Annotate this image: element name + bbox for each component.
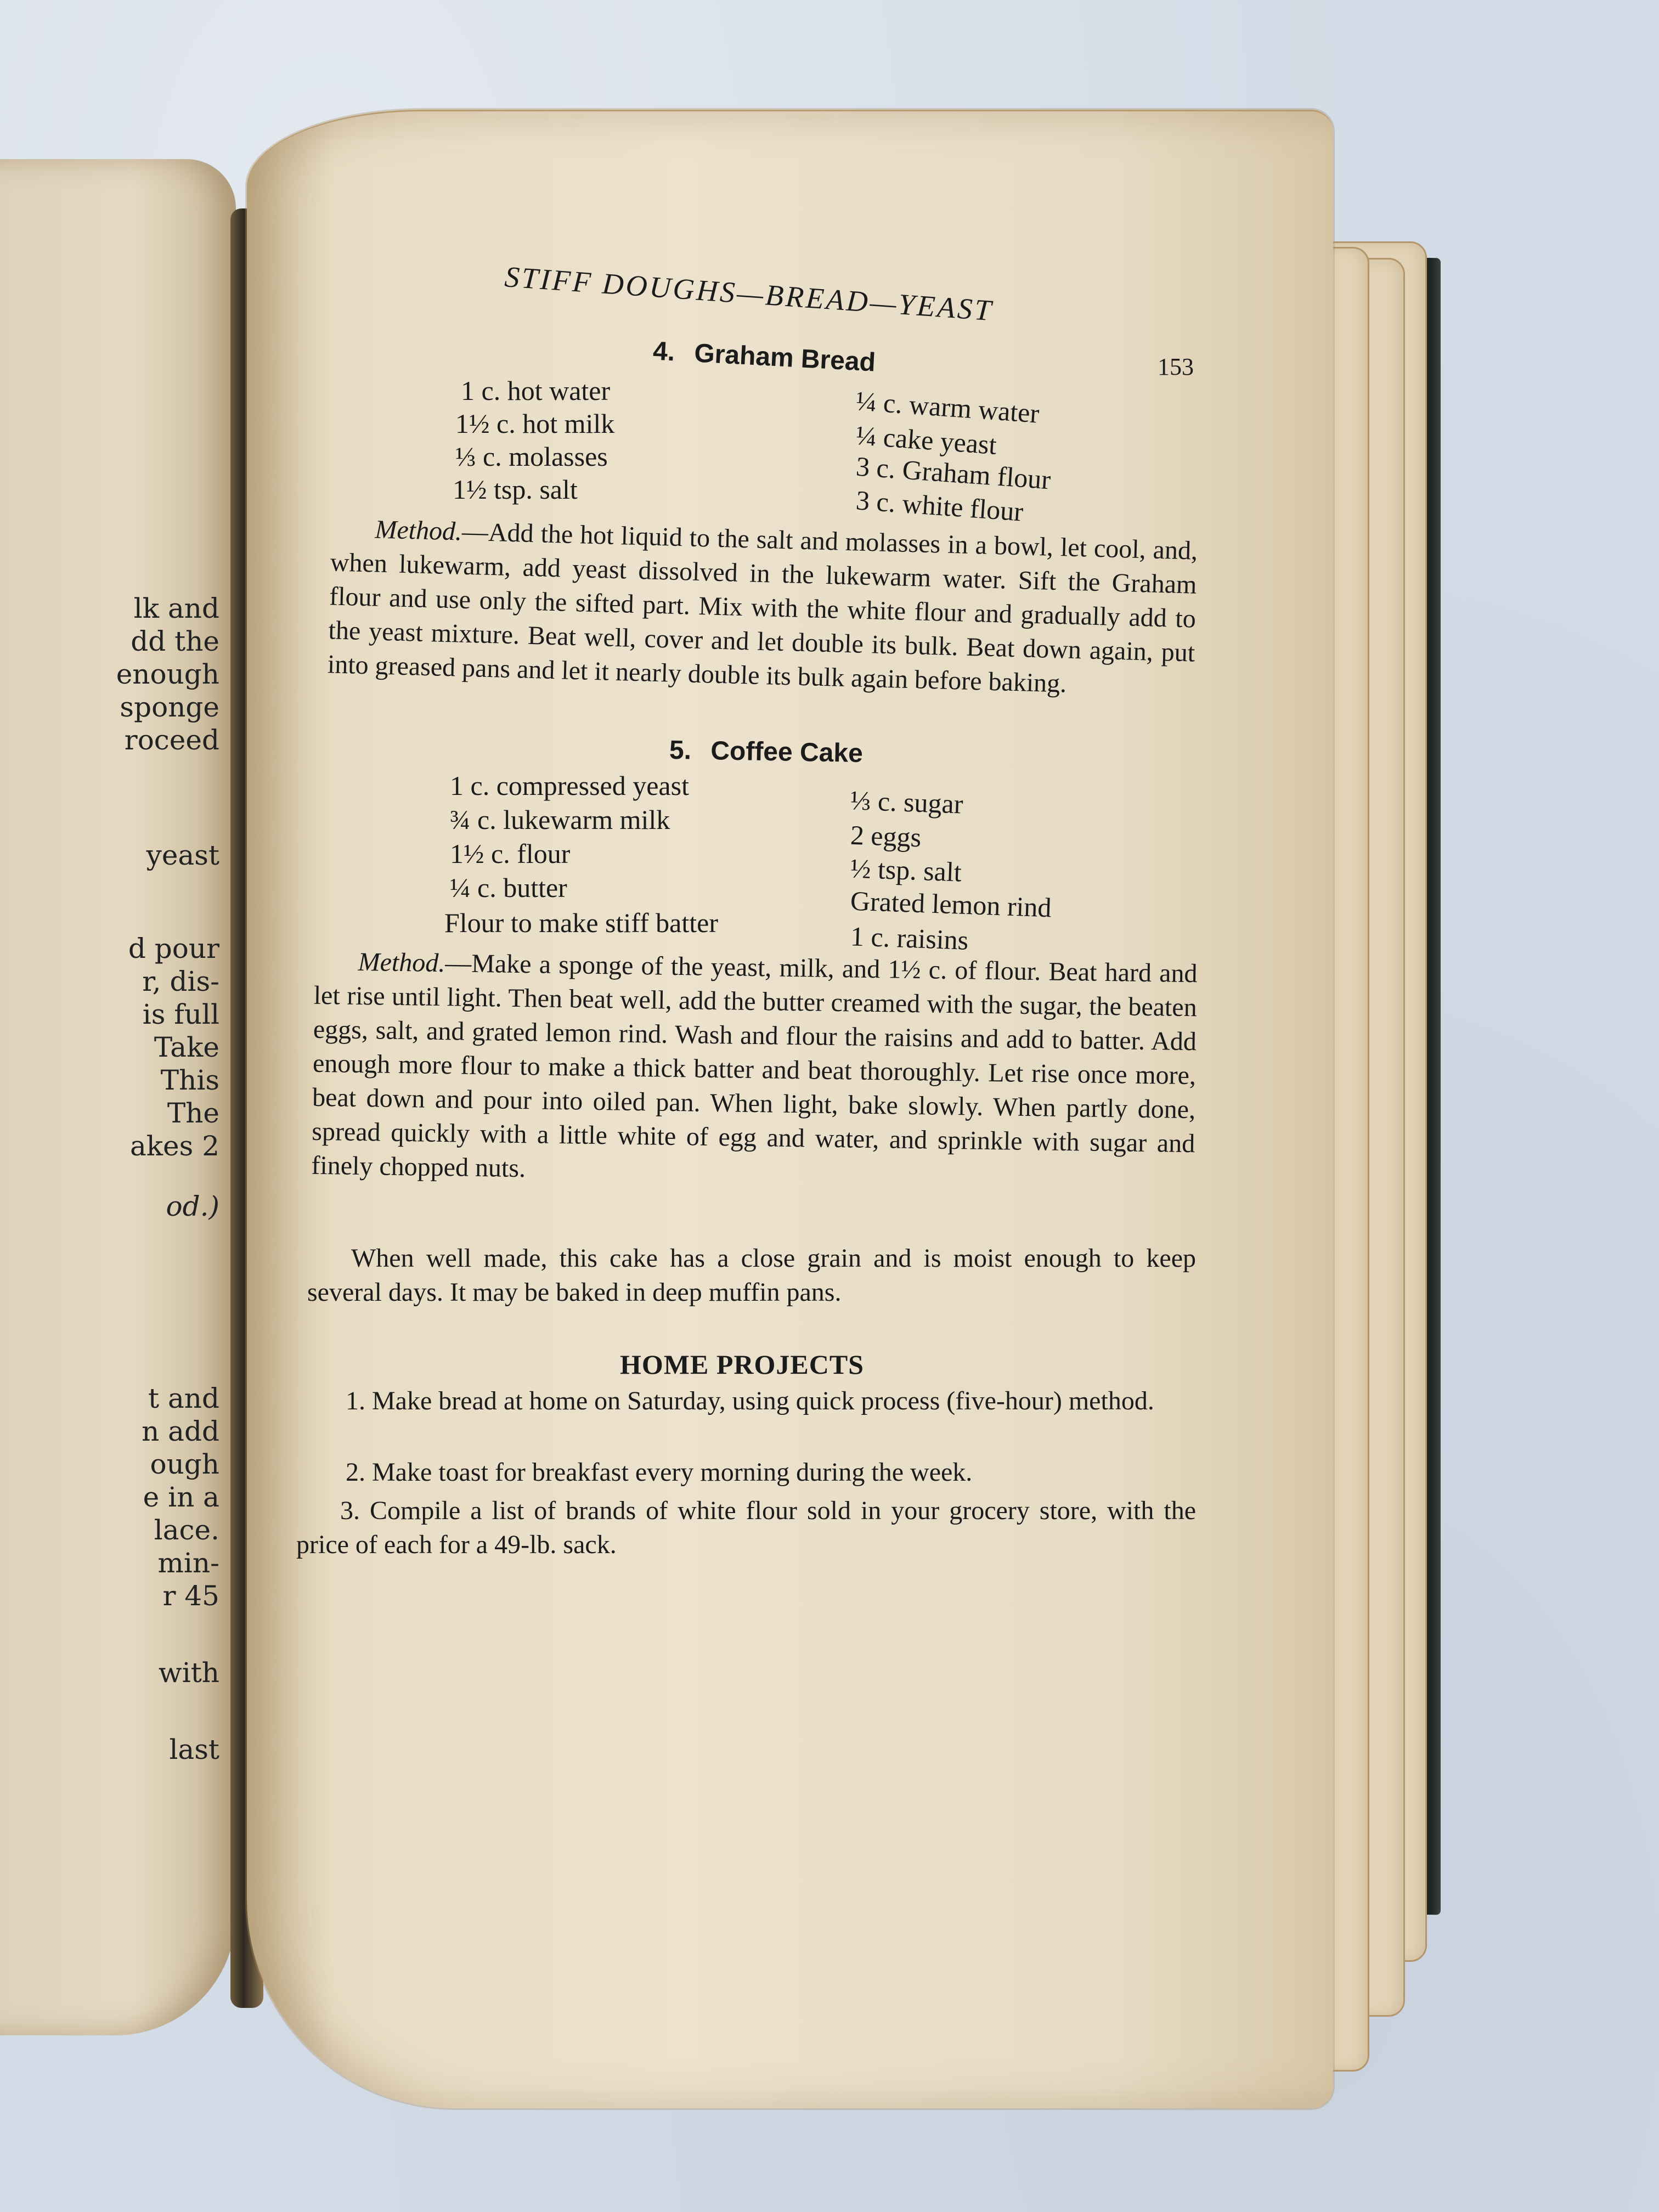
left-page-line: lace.	[154, 1514, 219, 1546]
recipe-title-coffee-cake	[669, 735, 864, 769]
left-page-line: with	[158, 1657, 219, 1689]
ingredient: ⅓ c. molasses	[455, 441, 608, 472]
left-page-line: ough	[150, 1448, 219, 1480]
ingredient: ¼ c. butter	[450, 872, 567, 903]
ingredient: ½ tsp. salt	[850, 853, 962, 888]
left-page-line: roceed	[124, 724, 219, 756]
left-page-line: akes 2	[129, 1130, 219, 1162]
left-page-line: min-	[157, 1547, 219, 1579]
ingredient: ¾ c. lukewarm milk	[450, 804, 670, 835]
left-page-line: yeast	[146, 839, 219, 871]
recipe-number: 4.	[652, 336, 676, 367]
ingredient: Grated lemon rind	[850, 885, 1052, 923]
left-page-line: is full	[142, 998, 219, 1030]
recipe-title-graham-bread	[652, 336, 876, 377]
left-page-line: od.)	[166, 1190, 219, 1222]
left-page-line: last	[169, 1734, 219, 1765]
left-page-line: n add	[142, 1415, 219, 1447]
ingredient: Flour to make stiff batter	[444, 907, 718, 938]
ingredient: 1 c. compressed yeast	[450, 770, 689, 801]
left-page-line: lk and	[133, 592, 219, 624]
method-text: —Add the hot liquid to the salt and molasses in a bowl, let cool, and, when lukewarm, add yeast dissolved in the lukewarm water. Sift the Graham flour and use only the sifted part. Mix with the white flour and gradually add to the yeast mixture. Beat well, cover and let double its bulk. Beat down again, put into greased pans and let it nearly double its bulk again before baking.	[327, 517, 1198, 698]
ingredient: 1½ tsp. salt	[453, 474, 578, 505]
left-page-line: e in a	[143, 1481, 219, 1513]
ingredient: ⅓ c. sugar	[850, 785, 964, 820]
recipe-name: Coffee Cake	[710, 736, 864, 769]
ingredient: 1½ c. flour	[450, 838, 571, 869]
ingredient: 1 c. hot water	[461, 375, 611, 406]
method-text: —Make a sponge of the yeast, milk, and 1½ c. of flour. Beat hard and let rise until light. Then beat well, add the butter creamed with the sugar, the beaten eggs, salt, and grated lemon rind. Wash and flour the raisins and add to batter. Add enough more flour to make a thick batter and beat thoroughly. Let rise once more, beat down and pour into oiled pan. When light, bake slowly. When partly done, spread quickly with a little white of egg and water, and sprinkle with sugar and finely chopped nuts.	[311, 949, 1198, 1183]
running-head: STIFF DOUGHS—BREAD—YEAST	[503, 260, 995, 328]
recipe-note: When well made, this cake has a close grain and is moist enough to keep several days. It may be baked in deep muffin pans.	[307, 1244, 1196, 1307]
home-project-item: 1. Make bread at home on Saturday, using quick process (five-hour) method.	[346, 1386, 1154, 1415]
ingredient: 3 c. Graham flour	[855, 450, 1052, 495]
left-page-line: t and	[148, 1383, 219, 1414]
left-page-line: r, dis-	[142, 966, 219, 997]
method-paragraph	[327, 511, 1198, 704]
home-projects-heading: HOME PROJECTS	[620, 1349, 864, 1380]
recipe-name: Graham Bread	[693, 338, 877, 377]
ingredient: ¼ cake yeast	[855, 420, 998, 460]
left-page-line: sponge	[120, 691, 219, 723]
home-project-item: 2. Make toast for breakfast every morning during the week.	[346, 1458, 973, 1487]
method-label: Method.	[374, 515, 462, 546]
home-project-item: 3. Compile a list of brands of white flour sold in your grocery store, with the price of each for a 49-lb. sack.	[296, 1496, 1196, 1559]
ingredient: 3 c. white flour	[855, 484, 1025, 527]
ingredient: 1 c. raisins	[850, 921, 969, 956]
ingredient: 2 eggs	[850, 819, 922, 853]
left-page-line: d pour	[128, 933, 219, 964]
ingredient: 1½ c. hot milk	[455, 408, 615, 439]
left-page	[0, 159, 236, 2035]
left-page-line: Take	[154, 1031, 219, 1063]
left-page-line: r 45	[162, 1580, 219, 1612]
method-label: Method.	[358, 947, 445, 978]
page-number: 153	[1158, 353, 1194, 380]
recipe-number: 5.	[669, 735, 692, 765]
right-page	[247, 110, 1333, 2108]
left-page-line: This	[160, 1064, 219, 1096]
left-page-line: enough	[116, 658, 219, 690]
left-page-line: The	[167, 1097, 219, 1129]
ingredient: ¼ c. warm water	[855, 385, 1041, 429]
left-page-line: dd the	[131, 625, 219, 657]
method-paragraph	[311, 945, 1198, 1195]
